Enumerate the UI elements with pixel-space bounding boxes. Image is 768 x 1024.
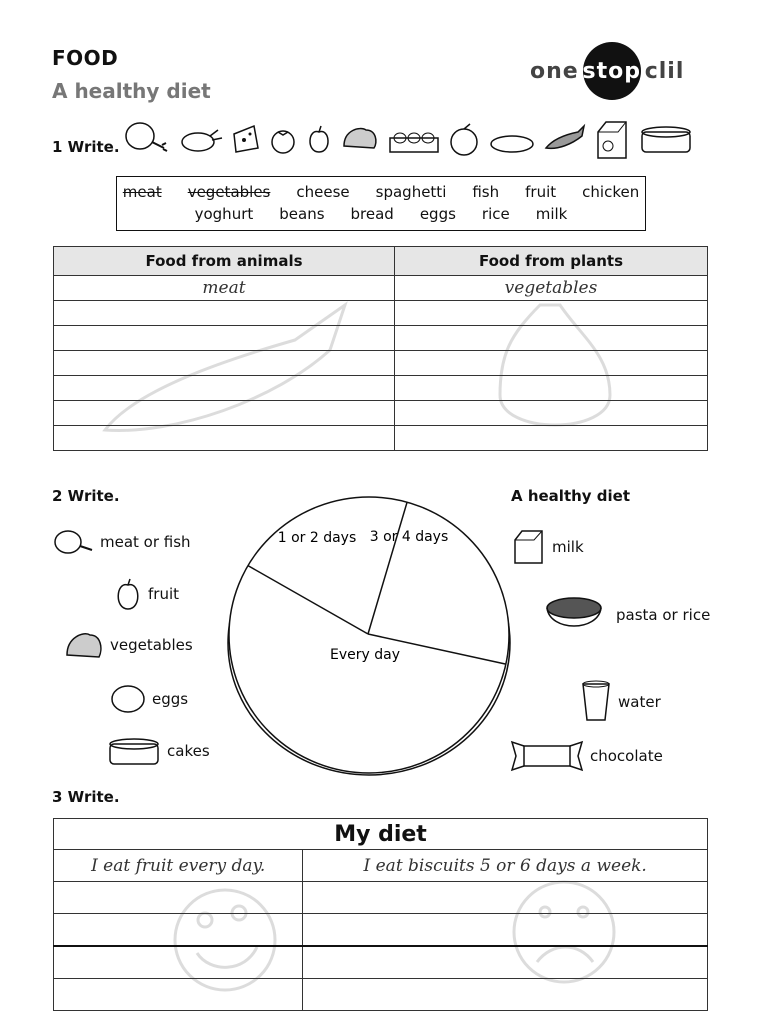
tomato-icon: [268, 118, 298, 162]
food-label: chocolate: [590, 747, 663, 765]
food-item-eggs: [110, 684, 188, 714]
lettuce-icon: [340, 118, 380, 162]
answer-cell[interactable]: [54, 301, 395, 326]
food-item-water: [580, 680, 661, 724]
example-animals: meat: [54, 276, 395, 301]
food-sort-table: [53, 246, 708, 451]
milk-carton-icon: [592, 118, 632, 162]
word-box: [116, 176, 646, 231]
fish-icon: [542, 118, 586, 162]
pie-label-every-day: Every day: [330, 647, 400, 663]
food-label: milk: [552, 538, 584, 556]
food-icons-row: [122, 118, 694, 162]
answer-cell[interactable]: [54, 914, 303, 947]
answer-cell[interactable]: [54, 426, 395, 451]
apple-icon: [112, 577, 144, 611]
bowl-icon: [544, 590, 604, 640]
food-item-milk: [512, 528, 584, 566]
healthy-diet-heading: A healthy diet: [511, 487, 631, 505]
example-left: I eat fruit every day.: [54, 850, 303, 882]
word-line-2: [117, 205, 645, 223]
apple-icon: [304, 118, 334, 162]
roast-chicken-icon: [176, 118, 224, 162]
answer-cell[interactable]: [303, 979, 708, 1011]
answer-cell[interactable]: [54, 946, 303, 979]
food-label: water: [618, 693, 661, 711]
chicken-leg-icon: [122, 118, 170, 162]
section2-label: 2 Write.: [52, 487, 120, 505]
word-bank-item: spaghetti: [375, 183, 447, 201]
logo-dot: [583, 42, 641, 100]
milk-carton-icon: [512, 528, 546, 566]
answer-cell[interactable]: [395, 301, 708, 326]
word-bank-item: vegetables: [187, 183, 271, 201]
food-label: pasta or rice: [616, 606, 711, 624]
my-diet-table: [53, 818, 708, 1011]
answer-cell[interactable]: [54, 351, 395, 376]
food-label: vegetables: [110, 636, 193, 654]
chicken-leg-icon: [52, 528, 96, 556]
food-label: meat or fish: [100, 533, 191, 551]
answer-cell[interactable]: [54, 376, 395, 401]
diet-pie-chart: [225, 490, 515, 785]
word-bank-item: eggs: [419, 205, 456, 223]
food-item-pasta: [544, 590, 710, 640]
section3-label: 3 Write.: [52, 788, 120, 806]
answer-cell[interactable]: [395, 401, 708, 426]
answer-cell[interactable]: [54, 882, 303, 914]
header-plants: Food from plants: [395, 247, 708, 276]
word-bank-item: cheese: [296, 183, 350, 201]
word-bank-item: milk: [535, 205, 568, 223]
example-right: I eat biscuits 5 or 6 days a week.: [303, 850, 708, 882]
logo-right: clil: [644, 58, 685, 84]
answer-cell[interactable]: [303, 946, 708, 979]
orange-icon: [448, 118, 482, 162]
section1-label: 1 Write.: [52, 138, 120, 156]
food-item-cakes: [107, 734, 210, 768]
bread-icon: [488, 118, 536, 162]
word-bank-item: bread: [350, 205, 394, 223]
cake-icon: [107, 734, 161, 768]
word-bank-item: chicken: [582, 183, 640, 201]
header-animals: Food from animals: [54, 247, 395, 276]
example-plants: vegetables: [395, 276, 708, 301]
food-label: cakes: [167, 742, 210, 760]
food-item-fruit: [112, 577, 179, 611]
food-label: fruit: [148, 585, 180, 603]
cheese-icon: [230, 118, 262, 162]
answer-cell[interactable]: [395, 351, 708, 376]
answer-cell[interactable]: [303, 914, 708, 947]
word-line-1: [117, 183, 645, 201]
answer-cell[interactable]: [54, 401, 395, 426]
lettuce-icon: [64, 627, 104, 663]
answer-cell[interactable]: [395, 376, 708, 401]
logo-left: one: [530, 58, 579, 84]
pie-label-1-2-days: 1 or 2 days: [277, 530, 357, 546]
food-item-chocolate: [510, 740, 663, 772]
food-item-vegetables: [64, 627, 193, 663]
word-bank-item: beans: [279, 205, 325, 223]
food-item-meat: [52, 528, 191, 556]
page-title: FOOD: [52, 46, 119, 70]
egg-icon: [110, 684, 146, 714]
page-subtitle: A healthy diet: [52, 79, 211, 103]
word-bank-item: meat: [122, 183, 162, 201]
logo: [530, 42, 684, 100]
pie-label-3-4-days: 3 or 4 days: [369, 529, 449, 545]
answer-cell[interactable]: [395, 326, 708, 351]
word-bank-item: rice: [481, 205, 510, 223]
answer-cell[interactable]: [395, 426, 708, 451]
answer-cell[interactable]: [54, 979, 303, 1011]
egg-box-icon: [386, 118, 442, 162]
food-label: eggs: [152, 690, 189, 708]
answer-cell[interactable]: [54, 326, 395, 351]
chocolate-icon: [510, 740, 584, 772]
cake-icon: [638, 118, 694, 162]
answer-cell[interactable]: [303, 882, 708, 914]
glass-icon: [580, 680, 612, 724]
my-diet-title: My diet: [54, 819, 708, 850]
word-bank-item: fish: [472, 183, 500, 201]
word-bank-item: yoghurt: [194, 205, 254, 223]
word-bank-item: fruit: [525, 183, 557, 201]
logo-mid: stop: [582, 58, 641, 84]
